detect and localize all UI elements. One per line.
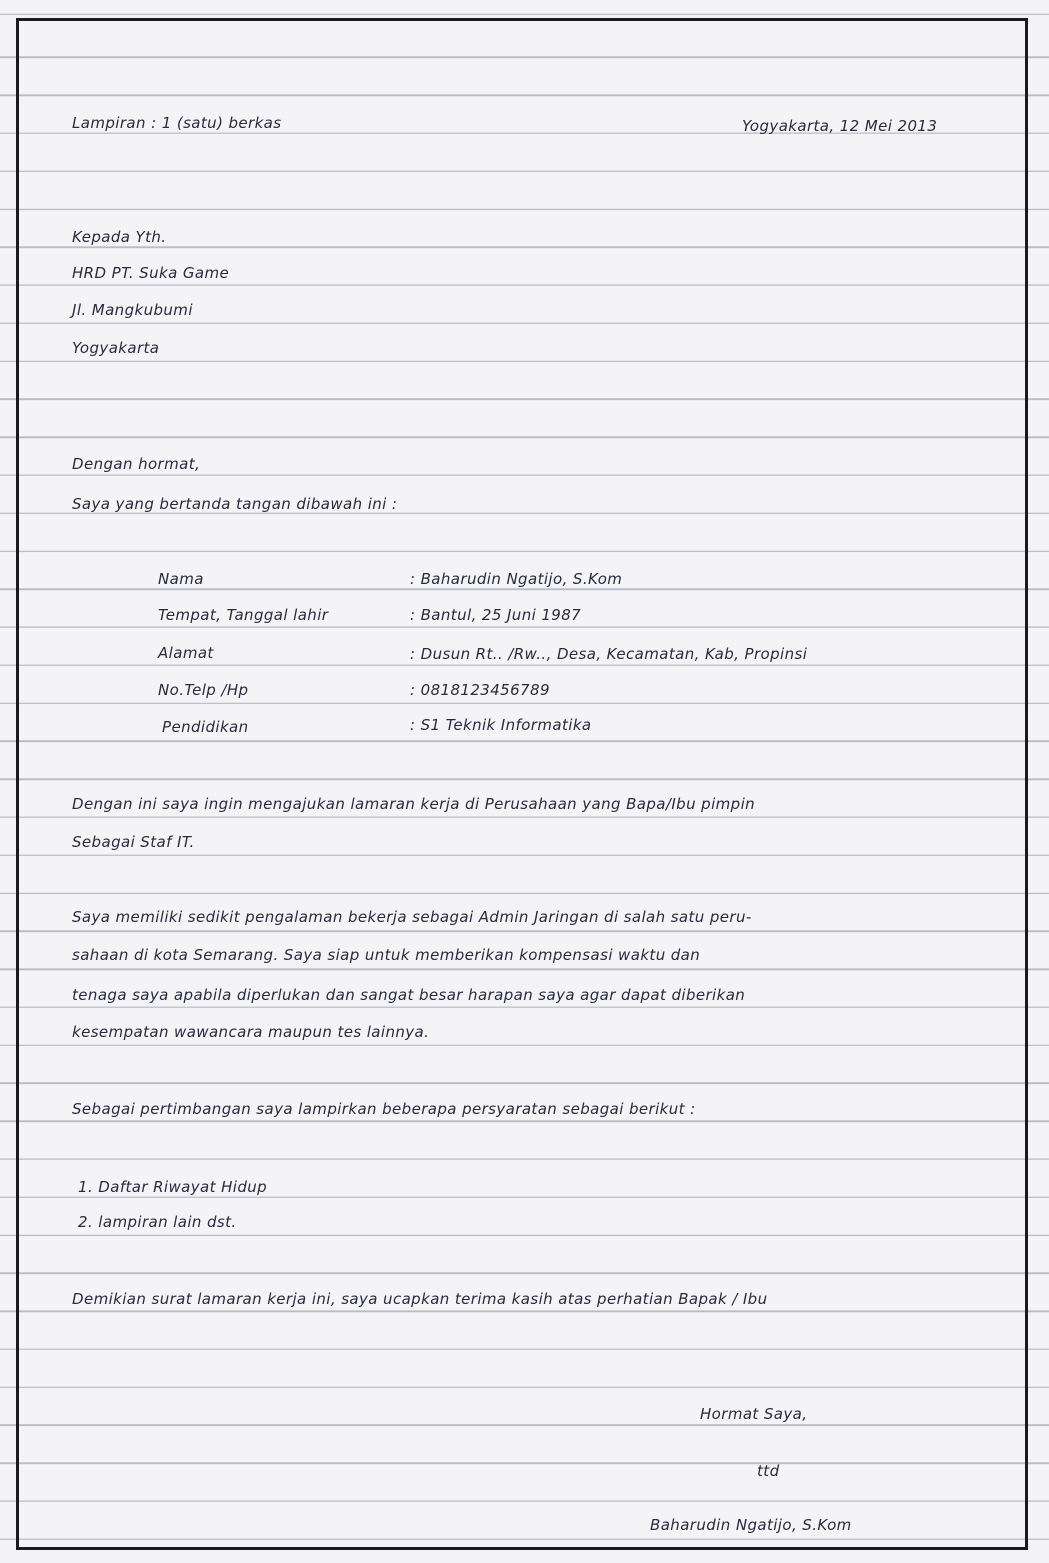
attachment-line: Lampiran : 1 (satu) berkas [72,114,282,132]
intro-line: Saya yang bertanda tangan dibawah ini : [72,495,398,513]
label-telp: No.Telp /Hp [158,681,249,699]
recipient-line-1: Kepada Yth. [72,228,167,246]
label-ttl: Tempat, Tanggal lahir [158,606,329,624]
value-ttl: : Bantul, 25 Juni 1987 [410,606,582,624]
para3: Sebagai pertimbangan saya lampirkan beberapa persyaratan sebagai berikut : [72,1100,696,1118]
regards: Hormat Saya, [700,1405,808,1423]
label-pendidikan: Pendidikan [162,718,249,736]
list-item-2: 2. lampiran lain dst. [78,1213,237,1231]
place-date: Yogyakarta, 12 Mei 2013 [742,117,938,135]
recipient-line-3: Jl. Mangkubumi [72,301,193,319]
label-nama: Nama [158,570,204,588]
signer-name: Baharudin Ngatijo, S.Kom [650,1516,852,1534]
recipient-line-2: HRD PT. Suka Game [72,264,230,282]
para2-line1: Saya memiliki sedikit pengalaman bekerja sebagai Admin Jaringan di salah satu peru- [72,908,752,926]
para2-line4: kesempatan wawancara maupun tes lainnya. [72,1023,430,1041]
para2-line3: tenaga saya apabila diperlukan dan sangat besar harapan saya agar dapat diberikan [72,986,746,1004]
greeting: Dengan hormat, [72,455,201,473]
signature-ttd: ttd [757,1462,780,1480]
list-item-1: 1. Daftar Riwayat Hidup [78,1178,268,1196]
value-nama: : Baharudin Ngatijo, S.Kom [410,570,623,588]
value-alamat: : Dusun Rt.. /Rw.., Desa, Kecamatan, Kab, Propinsi [410,645,808,663]
label-alamat: Alamat [158,644,214,662]
para1-line1: Dengan ini saya ingin mengajukan lamaran kerja di Perusahaan yang Bapa/Ibu pimpin [72,795,756,813]
para2-line2: sahaan di kota Semarang. Saya siap untuk memberikan kompensasi waktu dan [72,946,701,964]
para1-line2: Sebagai Staf IT. [72,833,195,851]
recipient-line-4: Yogyakarta [72,339,160,357]
value-telp: : 0818123456789 [410,681,550,699]
closing-line: Demikian surat lamaran kerja ini, saya ucapkan terima kasih atas perhatian Bapak / Ibu [72,1290,768,1308]
page-border [16,18,1028,1550]
value-pendidikan: : S1 Teknik Informatika [410,716,592,734]
